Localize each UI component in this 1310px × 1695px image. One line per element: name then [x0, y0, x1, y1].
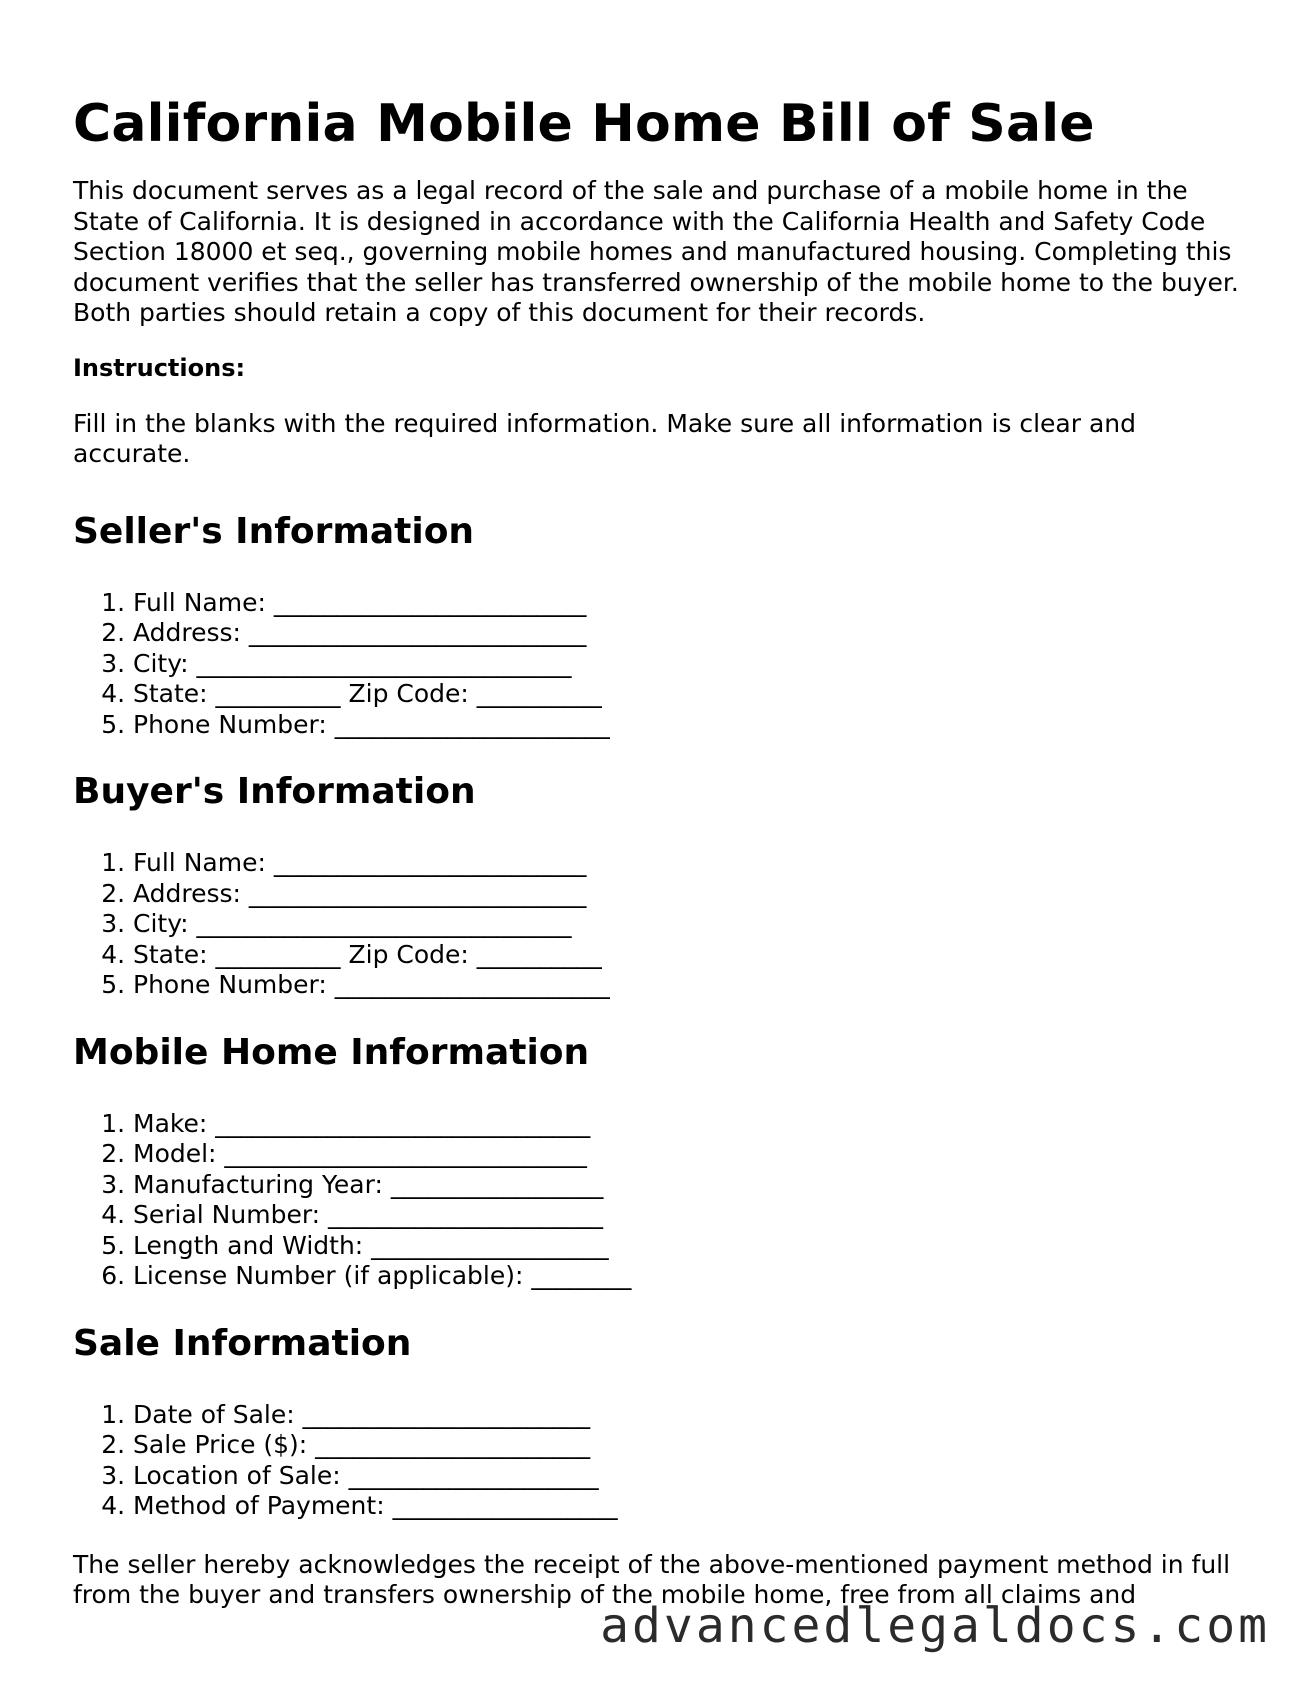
buyer-address-field: 2. Address: ___________________________ — [133, 879, 1253, 910]
seller-full-name-field: 1. Full Name: _________________________ — [133, 588, 1253, 619]
make-field: 1. Make: ______________________________ — [133, 1109, 1253, 1140]
seller-address-field: 2. Address: ___________________________ — [133, 618, 1253, 649]
document-title: California Mobile Home Bill of Sale — [73, 94, 1095, 154]
buyer-heading: Buyer's Information — [73, 771, 476, 812]
seller-phone-field: 5. Phone Number: ______________________ — [133, 710, 1253, 741]
seller-state-zip-field: 4. State: __________ Zip Code: __________ — [133, 679, 1253, 710]
length-width-field: 5. Length and Width: ___________________ — [133, 1231, 1253, 1262]
buyer-city-field: 3. City: ______________________________ — [133, 909, 1253, 940]
sale-list — [73, 1400, 1253, 1522]
mobile-home-list — [73, 1109, 1253, 1292]
manufacturing-year-field: 3. Manufacturing Year: _________________ — [133, 1170, 1253, 1201]
seller-city-field: 3. City: ______________________________ — [133, 649, 1253, 680]
license-number-field: 6. License Number (if applicable): ________ — [133, 1261, 1253, 1292]
watermark: advancedlegaldocs.com — [600, 1598, 1270, 1654]
intro-paragraph: This document serves as a legal record of the sale and purchase of a mobile home in the State of California. It is designed in accordance with the California Health and Safety Code Section 18000 et seq., governing mobile homes and manufactured housing. Completing this document verifies that the seller has transferred ownership of the mobile home to the buyer. Both parties should retain a copy of this document for their records. — [73, 176, 1239, 327]
buyer-phone-field: 5. Phone Number: ______________________ — [133, 970, 1253, 1001]
mobile-home-heading: Mobile Home Information — [73, 1031, 590, 1073]
location-of-sale-field: 3. Location of Sale: ____________________ — [133, 1461, 1253, 1492]
buyer-full-name-field: 1. Full Name: _________________________ — [133, 848, 1253, 879]
sale-heading: Sale Information — [73, 1322, 412, 1364]
buyer-list — [73, 848, 1253, 1001]
model-field: 2. Model: _____________________________ — [133, 1139, 1253, 1170]
document-page — [73, 88, 1253, 1611]
closing-paragraph: The seller hereby acknowledges the receipt of the above-mentioned payment method in full from the buyer and transfers ownership of the mobile home, free from all claims and — [73, 1549, 1231, 1609]
instructions-text: Fill in the blanks with the required information. Make sure all information is clear and accurate. — [73, 408, 1137, 468]
method-of-payment-field: 4. Method of Payment: __________________ — [133, 1491, 1253, 1522]
sale-price-field: 2. Sale Price ($): ______________________ — [133, 1430, 1253, 1461]
serial-number-field: 4. Serial Number: ______________________ — [133, 1200, 1253, 1231]
buyer-state-zip-field: 4. State: __________ Zip Code: __________ — [133, 940, 1253, 971]
date-of-sale-field: 1. Date of Sale: _______________________ — [133, 1400, 1253, 1431]
instructions-heading: Instructions: — [73, 353, 246, 382]
seller-list — [73, 588, 1253, 741]
seller-heading: Seller's Information — [73, 510, 475, 552]
